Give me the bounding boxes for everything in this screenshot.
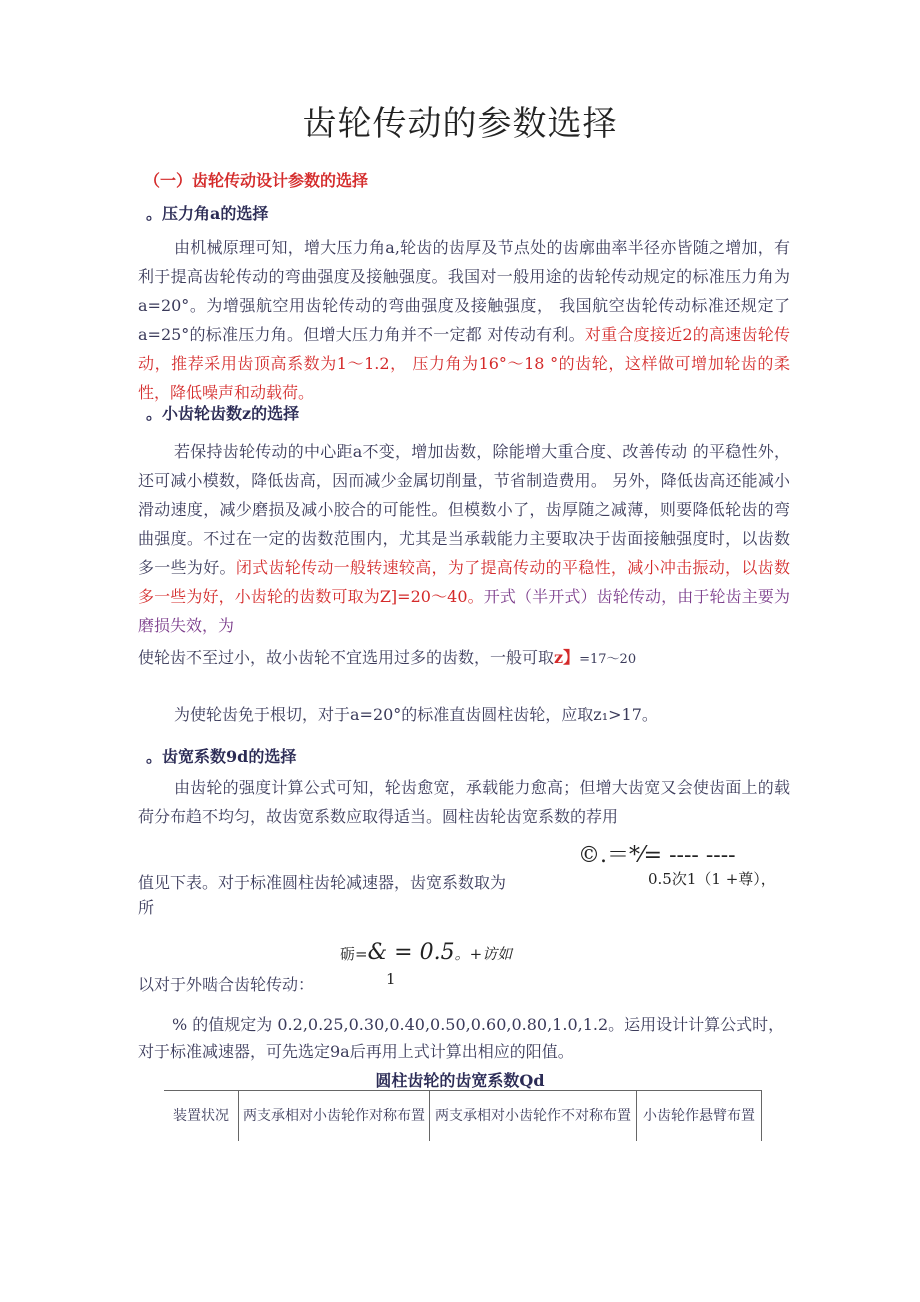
- external-gear-formula-sub: 1: [386, 970, 396, 988]
- formula-suffix: 。+访如: [454, 945, 513, 963]
- table-header-row: [164, 1091, 762, 1142]
- teeth-number-highlight: 闭式齿轮传动一般转速较高，为了提高传动的平稳性，减小冲击振动，以齿数多一些为好，小齿轮的齿数可取为Z]=20～40。: [138, 558, 790, 606]
- teeth-number-text: 若保持齿轮传动的中心距a不变，增加齿数，除能增大重合度、改善传动 的平稳性外，还可减小模数，降低齿高，因而减少金属切削量，节省制造费用。 另外，降低齿高还能减小滑动速度，减少磨损及减小胶合的可能性。但模数小了，齿厚随之减薄，则要降低轮齿的弯曲强度。不过在一定的齿数范围内，尤其是当承载能力主要取决于齿面接触强度时，以齿数多一些为好。: [138, 442, 790, 577]
- pressure-angle-highlight: 对重合度接近2的高速齿轮传动，推荐采用齿顶高系数为1～1.2， 压力角为16°～18 °的齿轮，这样做可增加轮齿的柔性，降低噪声和动载荷。: [138, 325, 790, 402]
- teeth-number-line: [138, 645, 636, 668]
- formula-body: & = 0.5: [367, 940, 455, 965]
- face-width-table: [164, 1090, 762, 1141]
- teeth-line-range: =17～20: [579, 652, 637, 667]
- undercut-note: 为使轮齿免于根切，对于a=20°的标准直齿圆柱齿轮，应取z₁>17。: [174, 705, 658, 724]
- face-width-formula: ©.＝*⁄= ---- ----: [578, 843, 736, 868]
- section-heading: （一）齿轮传动设计参数的选择: [144, 171, 369, 190]
- page-title: 齿轮传动的参数选择: [302, 104, 618, 144]
- pressure-angle-heading: 。压力角a的选择: [146, 204, 269, 223]
- teeth-line-symbol: z】: [554, 648, 580, 667]
- table-header-cell: 两支承相对小齿轮作不对称布置: [430, 1091, 637, 1142]
- table-header-cell: 小齿轮作悬臂布置: [637, 1091, 762, 1142]
- face-width-values-line: % 的值规定为 0.2,0.25,0.30,0.40,0.50,0.60,0.80,1.0,1.2。运用设计计算公式时，: [172, 1015, 785, 1034]
- face-width-formula-sub: 0.5次1（1 +尊），: [648, 870, 776, 888]
- external-gear-line: 以对于外啮合齿轮传动：: [138, 975, 315, 994]
- pressure-angle-text: 由机械原理可知，增大压力角a,轮齿的齿厚及节点处的齿廓曲率半径亦皆随之增加，有利于提高齿轮传动的弯曲强度及接触强度。我国对一般用途的齿轮传动规定的标准压力角为a=20°。为增强航空用齿轮传动的弯曲强度及接触强度， 我国航空齿轮传动标准还规定了 a=25°的标准压力角。但增大压力角并不一定都 对传动有利。: [138, 238, 790, 344]
- formula-prefix: 砺=: [340, 945, 368, 963]
- teeth-open-gear-text: 开式（半开式）齿轮传动，由于轮齿主要为磨损失效，为: [138, 587, 790, 635]
- face-width-values-line-2: 对于标准减速器，可先选定9a后再用上式计算出相应的阳值。: [138, 1042, 574, 1061]
- table-header-cell: 装置状况: [164, 1091, 239, 1142]
- external-gear-formula: [340, 940, 512, 965]
- face-width-line-a: 值见下表。对于标准圆柱齿轮减速器，齿宽系数取为: [138, 873, 507, 892]
- face-width-paragraph: 由齿轮的强度计算公式可知，轮齿愈宽，承载能力愈高；但增大齿宽又会使齿面上的载荷分布趋不均匀，故齿宽系数应取得适当。圆柱齿轮齿宽系数的荐用: [138, 778, 790, 826]
- table-header-cell: 两支承相对小齿轮作对称布置: [239, 1091, 430, 1142]
- teeth-number-paragraph: [138, 437, 790, 640]
- table-caption: 圆柱齿轮的齿宽系数Qd: [375, 1071, 545, 1090]
- pressure-angle-paragraph: [138, 233, 790, 407]
- teeth-line-text: 使轮齿不至过小，故小齿轮不宜选用过多的齿数，一般可取: [138, 648, 555, 667]
- teeth-number-heading: 。小齿轮齿数z的选择: [146, 404, 300, 423]
- face-width-line-b: 所: [138, 898, 155, 917]
- face-width-heading: 。齿宽系数9d的选择: [146, 747, 297, 766]
